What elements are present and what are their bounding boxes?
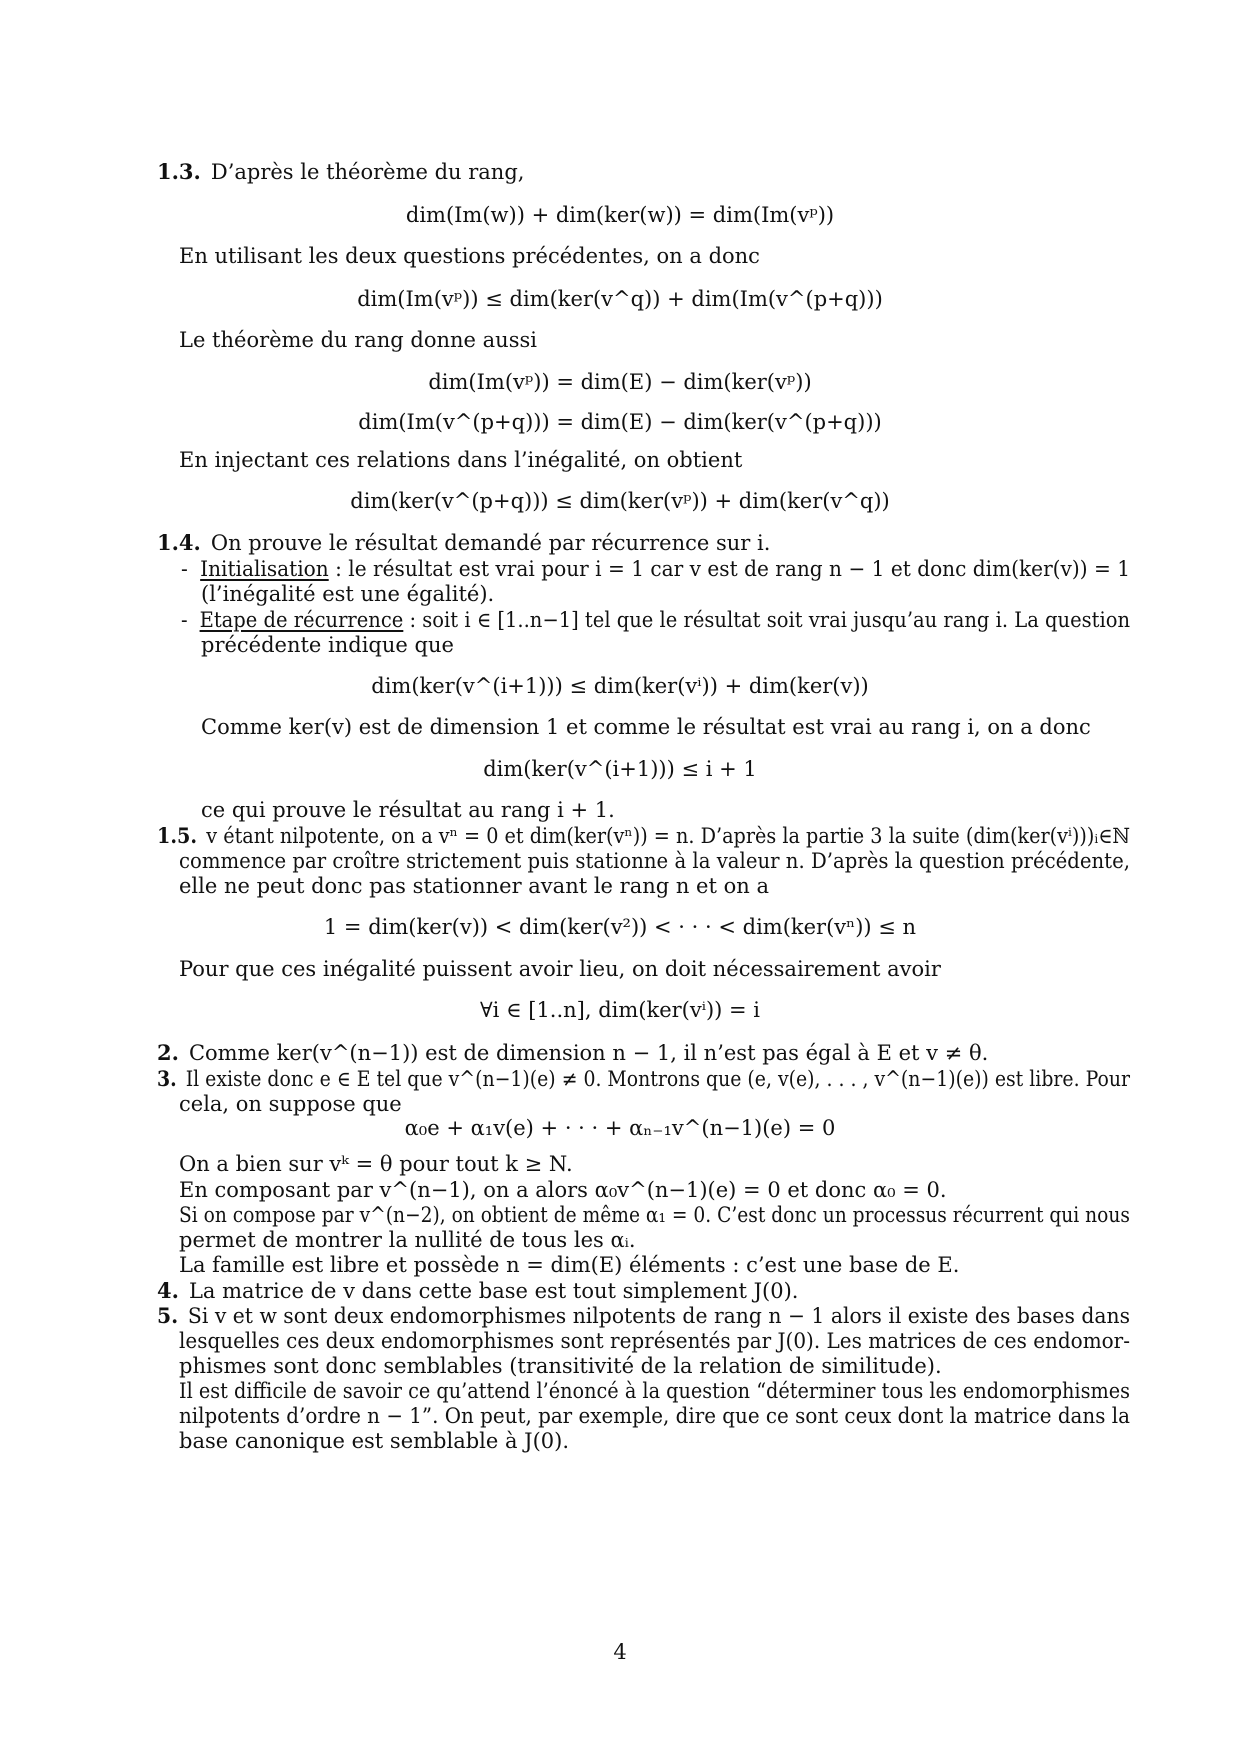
paragraph-text: Comme ker(v^(n−1)) est de dimension n − 1, il n’est pas égal à E et v ≠ θ. xyxy=(188,1041,989,1065)
section-number: 1.3. xyxy=(157,159,201,184)
paragraph: lesquelles ces deux endomorphismes sont représentés par J(0). Les matrices de ces endomor- xyxy=(179,1329,1130,1353)
section-number: 2. xyxy=(157,1040,179,1065)
bullet-text: : soit i ∈ [1..n−1] tel que le résultat soit vrai jusqu’au rang i. La question xyxy=(403,608,1131,632)
paragraph: Il est difficile de savoir ce qu’attend l’énoncé à la question “déterminer tous les endomorphismes xyxy=(179,1379,1130,1403)
bullet-initialisation: - Initialisation : le résultat est vrai pour i = 1 car v est de rang n − 1 et donc dim(ker(v)) = 1 xyxy=(181,557,1131,581)
paragraph-text: La matrice de v dans cette base est tout simplement J(0). xyxy=(188,1279,799,1303)
paragraph: Pour que ces inégalité puissent avoir lieu, on doit nécessairement avoir xyxy=(179,957,941,981)
paragraph: En utilisant les deux questions précédentes, on a donc xyxy=(179,244,760,268)
section-1-3-intro xyxy=(157,158,524,186)
bullet-text: : le résultat est vrai pour i = 1 car v est de rang n − 1 et donc dim(ker(v)) = 1 xyxy=(328,557,1131,581)
paragraph: ce qui prouve le résultat au rang i + 1. xyxy=(201,798,615,822)
paragraph: commence par croître strictement puis stationne à la valeur n. D’après la question précédente, xyxy=(179,849,1130,873)
section-number: 4. xyxy=(157,1278,179,1303)
paragraph: nilpotents d’ordre n − 1”. On peut, par exemple, dire que ce sont ceux dont la matrice dans la xyxy=(179,1404,1130,1428)
section-number: 5. xyxy=(157,1303,179,1328)
equation: dim(Im(v^(p+q))) = dim(E) − dim(ker(v^(p+q))) xyxy=(358,410,882,434)
bullet-label: Etape de récurrence xyxy=(199,608,404,632)
paragraph: Si on compose par v^(n−2), on obtient de même α₁ = 0. C’est donc un processus récurrent qui nous xyxy=(179,1203,1130,1227)
section-2 xyxy=(157,1039,988,1067)
equation: dim(ker(v^(i+1))) ≤ i + 1 xyxy=(483,757,757,781)
paragraph: elle ne peut donc pas stationner avant le rang n et on a xyxy=(179,874,769,898)
equation: dim(Im(vᵖ)) = dim(E) − dim(ker(vᵖ)) xyxy=(428,370,812,394)
section-1-4-intro xyxy=(157,529,770,557)
paragraph: En composant par v^(n−1), on a alors α₀v^(n−1)(e) = 0 et donc α₀ = 0. xyxy=(179,1178,947,1202)
paragraph: cela, on suppose que xyxy=(179,1092,402,1116)
section-4 xyxy=(157,1277,798,1305)
paragraph: Comme ker(v) est de dimension 1 et comme le résultat est vrai au rang i, on a donc xyxy=(201,715,1091,739)
paragraph: base canonique est semblable à J(0). xyxy=(179,1429,570,1453)
paragraph: La famille est libre et possède n = dim(E) éléments : c’est une base de E. xyxy=(179,1253,960,1277)
paragraph-text: D’après le théorème du rang, xyxy=(210,160,525,184)
bullet-label: Initialisation xyxy=(200,557,329,581)
equation: dim(ker(v^(i+1))) ≤ dim(ker(vⁱ)) + dim(ker(v)) xyxy=(371,674,869,698)
equation: 1 = dim(ker(v)) < dim(ker(v²)) < · · · < dim(ker(vⁿ)) ≤ n xyxy=(323,915,917,939)
paragraph: Le théorème du rang donne aussi xyxy=(179,328,537,352)
paragraph-text: v étant nilpotente, on a vⁿ = 0 et dim(ker(vⁿ)) = n. D’après la partie 3 la suite (dim(ker(vⁱ)))ᵢ∈ℕ xyxy=(206,824,1130,848)
paragraph: On a bien sur vᵏ = θ pour tout k ≥ N. xyxy=(179,1152,573,1176)
paragraph-text: On prouve le résultat demandé par récurrence sur i. xyxy=(210,531,771,555)
equation: dim(Im(w)) + dim(ker(w)) = dim(Im(vᵖ)) xyxy=(405,203,835,227)
paragraph: En injectant ces relations dans l’inégalité, on obtient xyxy=(179,448,743,472)
paragraph: phismes sont donc semblables (transitivité de la relation de similitude). xyxy=(179,1354,942,1378)
equation: dim(ker(v^(p+q))) ≤ dim(ker(vᵖ)) + dim(ker(v^q)) xyxy=(350,489,890,513)
paragraph: permet de montrer la nullité de tous les αᵢ. xyxy=(179,1228,636,1252)
equation: dim(Im(vᵖ)) ≤ dim(ker(v^q)) + dim(Im(v^(p+q))) xyxy=(357,287,883,311)
bullet-text-cont: (l’inégalité est une égalité). xyxy=(201,582,495,606)
page-number: 4 xyxy=(613,1640,627,1664)
section-number: 3. xyxy=(157,1066,177,1091)
bullet-text-cont: précédente indique que xyxy=(201,633,454,657)
section-5-line1 xyxy=(157,1302,1130,1330)
paragraph-text: Si v et w sont deux endomorphismes nilpotents de rang n − 1 alors il existe des bases dans xyxy=(187,1304,1131,1328)
section-3-line1 xyxy=(157,1065,1130,1093)
section-number: 1.5. xyxy=(157,823,198,848)
equation: α₀e + α₁v(e) + · · · + αₙ₋₁v^(n−1)(e) = 0 xyxy=(404,1116,836,1140)
equation: ∀i ∈ [1..n], dim(ker(vⁱ)) = i xyxy=(479,998,761,1022)
bullet-etape: - Etape de récurrence : soit i ∈ [1..n−1] tel que le résultat soit vrai jusqu’au rang i. La question xyxy=(181,608,1131,632)
section-1-5-line1 xyxy=(157,822,1130,850)
section-number: 1.4. xyxy=(157,530,201,555)
paragraph-text: Il existe donc e ∈ E tel que v^(n−1)(e) ≠ 0. Montrons que (e, v(e), . . . , v^(n−1)(e)) est libre. Pour xyxy=(185,1067,1131,1091)
